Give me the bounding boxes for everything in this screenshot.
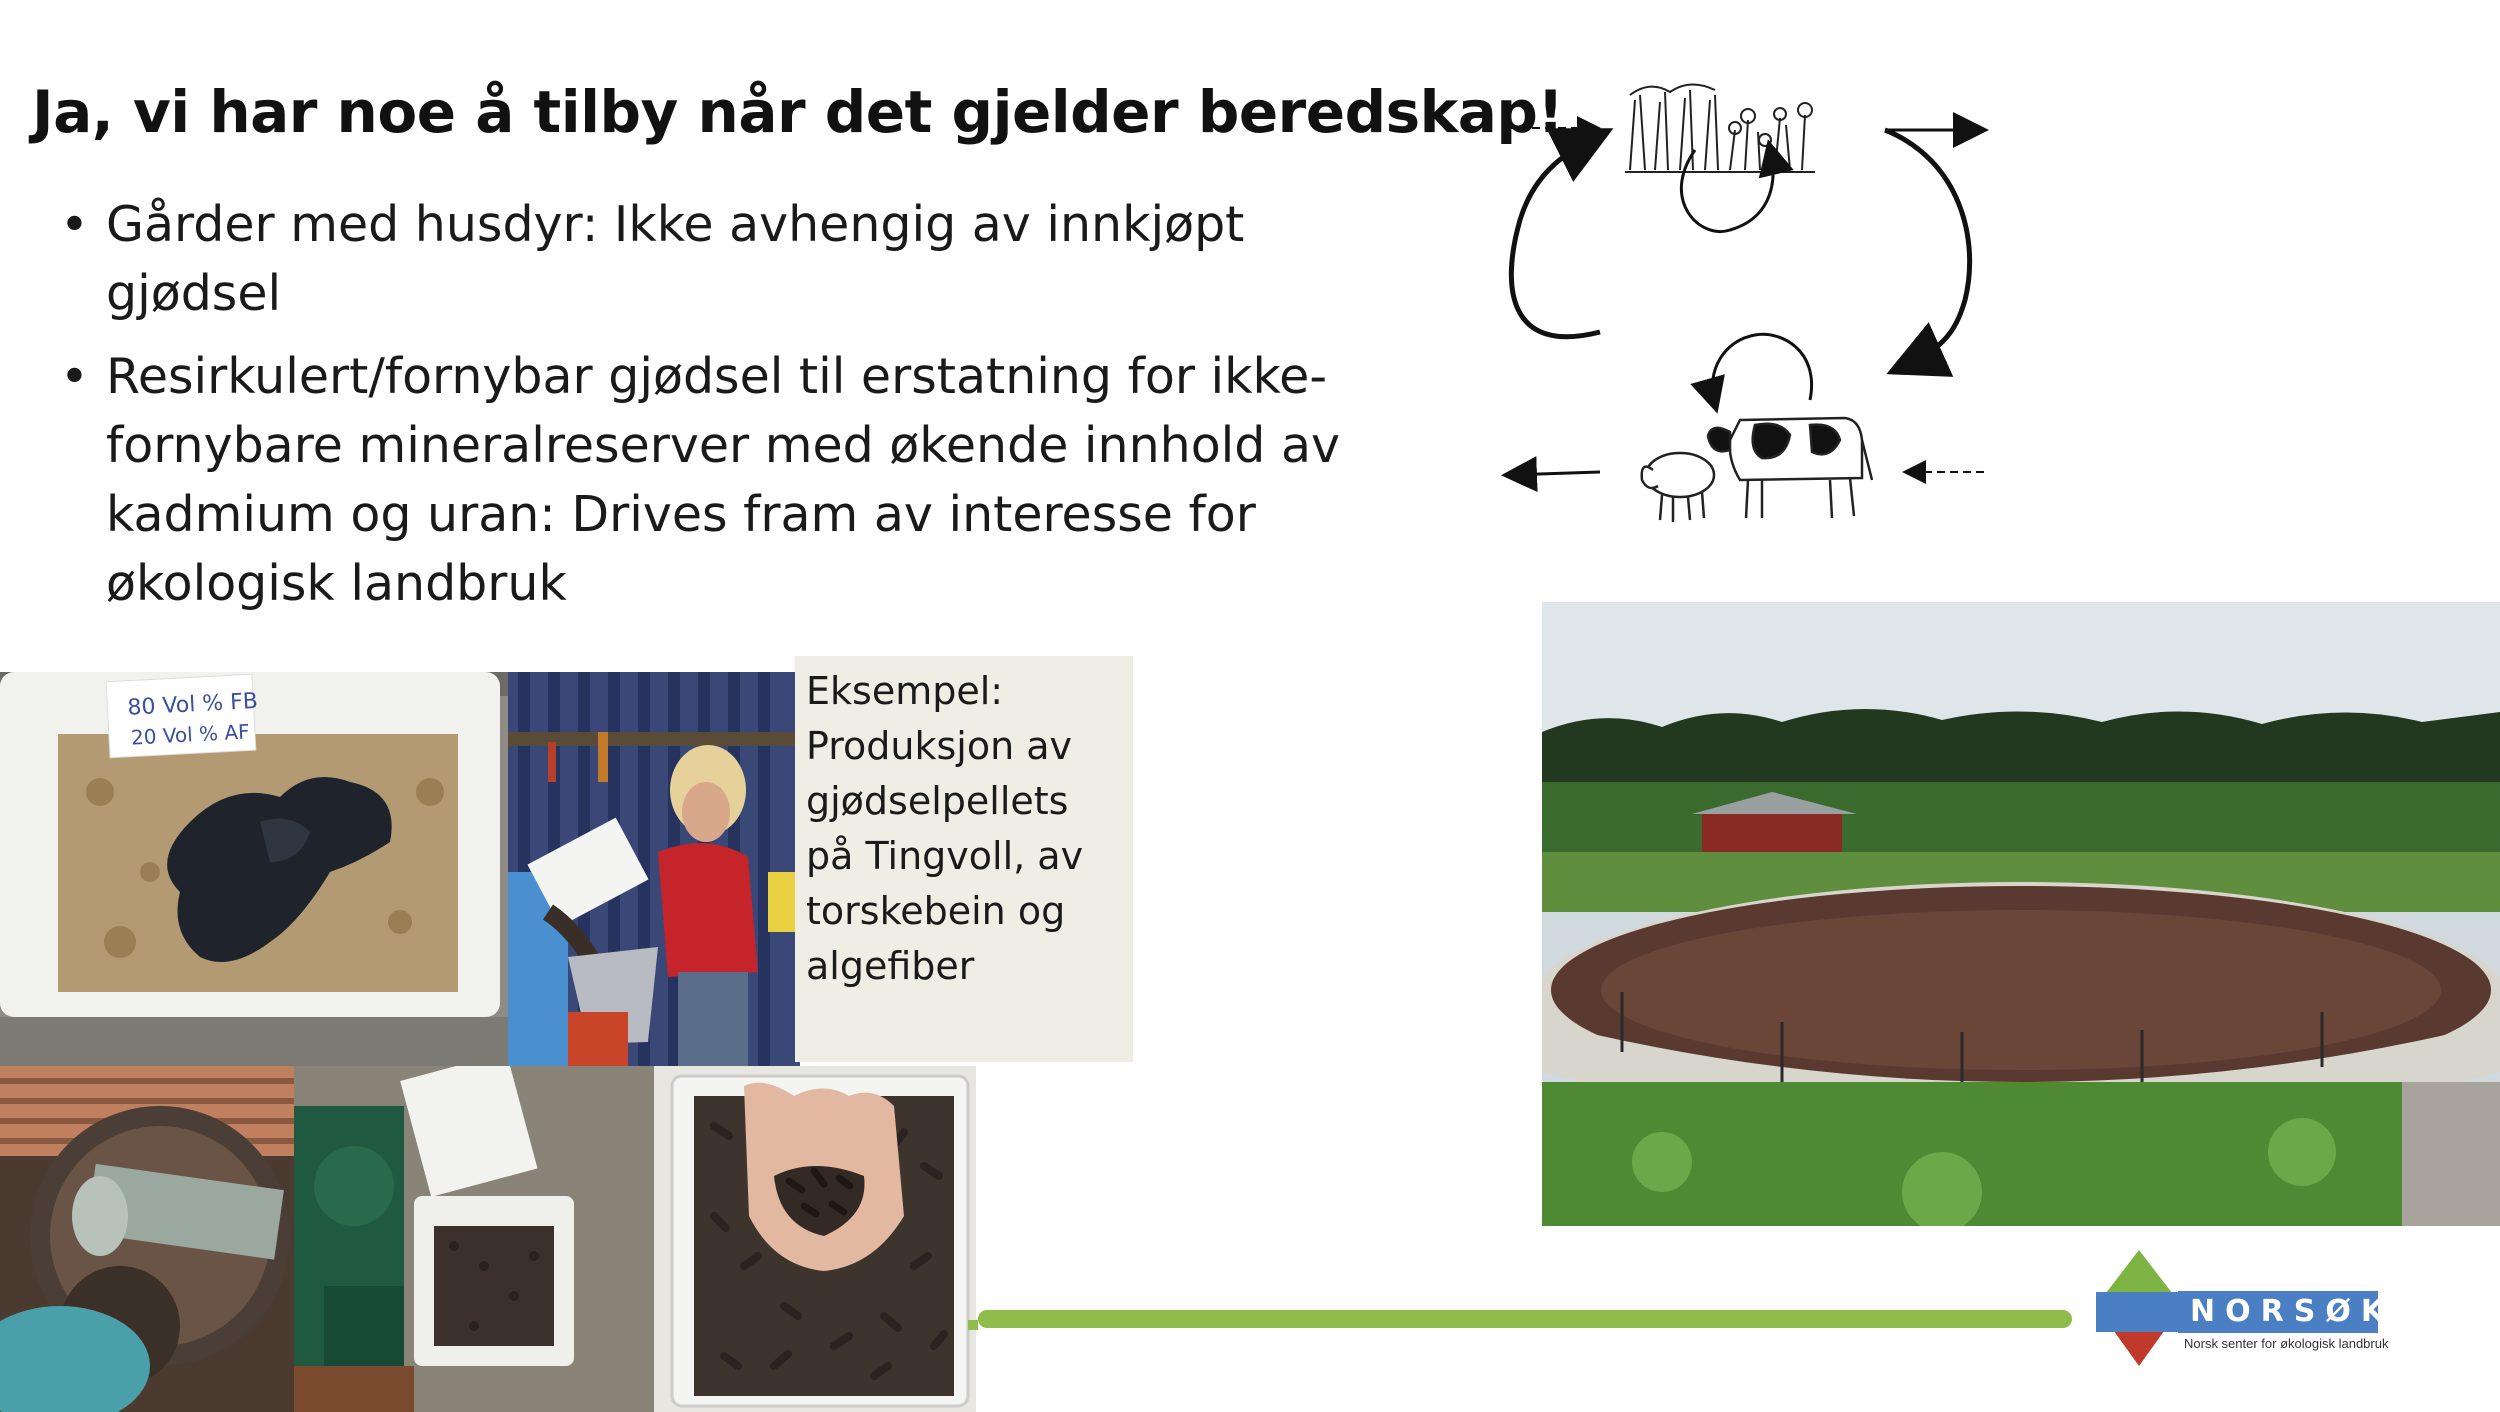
nutrient-cycle-diagram <box>1490 40 2010 530</box>
bullet-item: • Resirkulert/fornybar gjødsel til erstatning for ikke-fornybare mineralreserver med økende innhold av kadmium og uran: Drives fram av interesse for økologisk landbruk <box>60 342 1360 618</box>
cycle-arrow-left <box>1511 135 1600 337</box>
tray-label-line1: 80 Vol % FB <box>126 688 259 721</box>
accent-line-tick <box>968 1320 978 1330</box>
logo-name: NORSØK <box>2178 1291 2378 1333</box>
cycle-arrow-right <box>1885 130 1970 368</box>
accent-line <box>978 1310 2072 1328</box>
tray-mixture-photo <box>0 672 508 1066</box>
logo-subtitle: Norsk senter for økologisk landbruk <box>2184 1336 2389 1351</box>
sheep-icon <box>1642 453 1714 522</box>
crop-plants-icon <box>1620 84 1815 174</box>
caption-text: Eksempel: Produksjon av gjødselpellets på Tingvoll, av torskebein og algefiber <box>806 669 1084 988</box>
pellets-tray-photo <box>294 1066 654 1412</box>
slide-title: Ja, vi har noe å tilby når det gjelder beredskap! <box>32 78 1564 146</box>
woman-pouring-photo <box>508 672 800 1066</box>
hand-pellets-photo <box>654 1066 976 1412</box>
outflow-arrow-bottom <box>1510 472 1600 475</box>
pellet-machine-photo <box>0 1066 294 1412</box>
bullet-item: • Gårder med husdyr: Ikke avhengig av innkjøpt gjødsel <box>60 190 1360 328</box>
norsok-logo-icon <box>2094 1248 2184 1368</box>
tray-label-line2: 20 Vol % AF <box>130 719 251 750</box>
small-cycle-bottom <box>1712 334 1811 405</box>
bullet-list <box>60 190 1360 632</box>
cow-icon <box>1708 418 1872 518</box>
compost-field-photo <box>1542 602 2500 1226</box>
